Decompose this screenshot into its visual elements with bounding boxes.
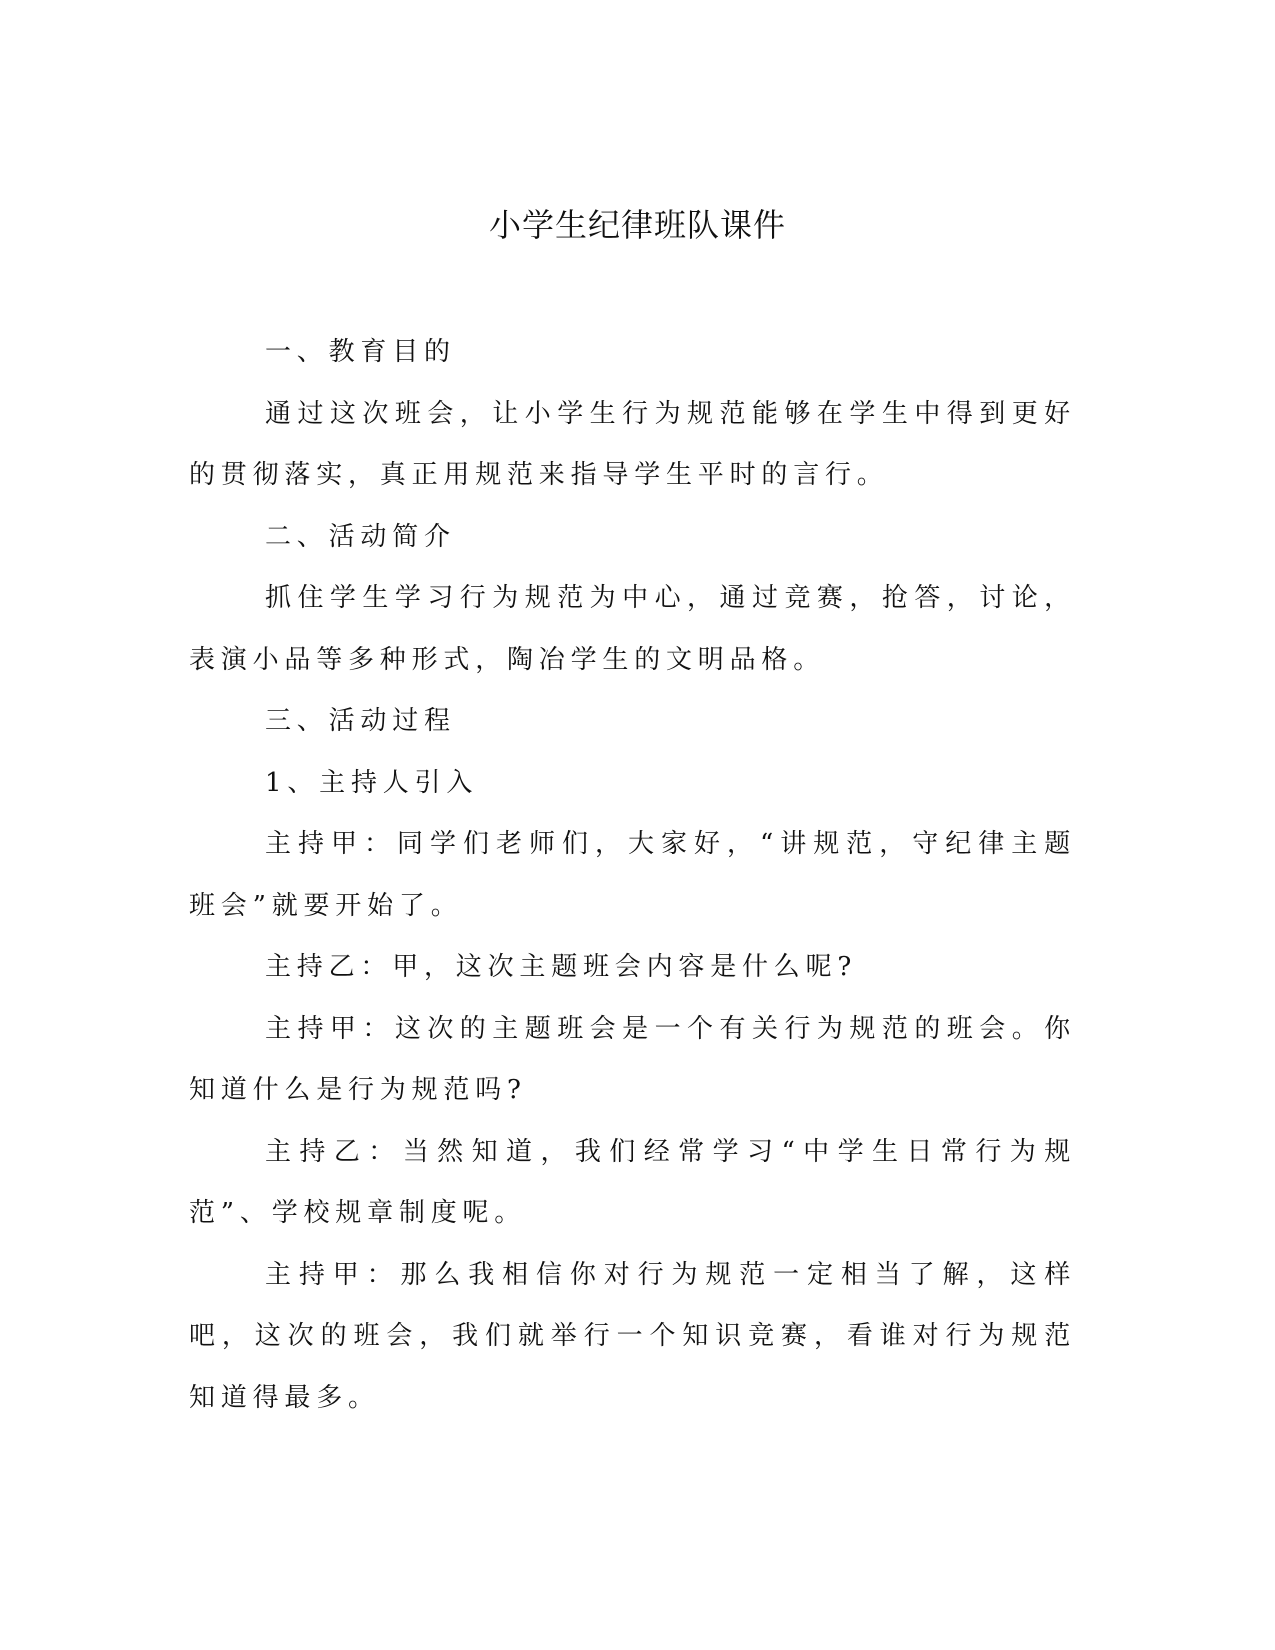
dialogue-host-a-2: 主持甲：这次的主题班会是一个有关行为规范的班会。你知道什么是行为规范吗? [189,1013,1076,1105]
dialogue-host-a-1: 主持甲：同学们老师们，大家好，“讲规范，守纪律主题班会”就要开始了。 [189,829,1076,921]
section-heading-activity-process: 三、活动过程 [265,706,456,736]
paragraph-activity-intro: 抓住学生学习行为规范为中心，通过竞赛，抢答，讨论，表演小品等多种形式，陶冶学生的文明品格。 [189,583,1076,675]
dialogue-host-a-3: 主持甲：那么我相信你对行为规范一定相当了解，这样吧，这次的班会，我们就举行一个知识竞赛，看谁对行为规范知道得最多。 [189,1259,1076,1413]
dialogue-host-b-2: 主持乙：当然知道，我们经常学习“中学生日常行为规范”、学校规章制度呢。 [189,1136,1076,1228]
subheading-host-intro: 1、主持人引入 [265,767,479,798]
document-body [189,322,1076,1429]
document-title: 小学生纪律班队课件 [488,206,786,244]
paragraph-education-goal: 通过这次班会，让小学生行为规范能够在学生中得到更好的贯彻落实，真正用规范来指导学生平时的言行。 [189,398,1076,490]
section-heading-education-goal: 一、教育目的 [265,337,456,367]
dialogue-host-b-1: 主持乙：甲，这次主题班会内容是什么呢? [265,952,858,982]
section-heading-activity-intro: 二、活动简介 [265,521,456,552]
